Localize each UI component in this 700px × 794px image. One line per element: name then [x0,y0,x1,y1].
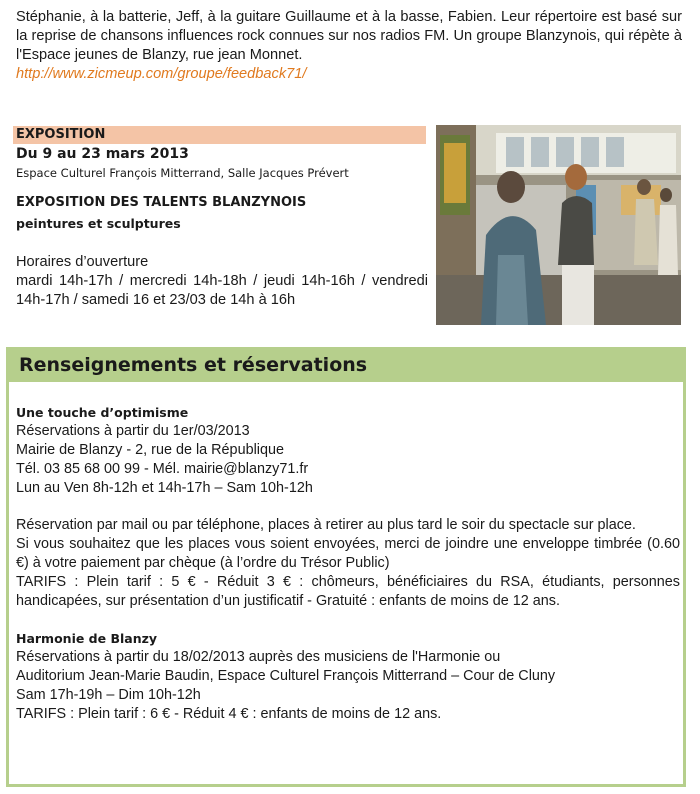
optimisme-mailing-info: Si vous souhaitez que les places vous soient envoyées, merci de joindre une enveloppe timbrée (0.60 €) à votre paiement par chèque (à l’ordre du Trésor Public) [16,536,680,571]
reservations-content [16,403,680,724]
reservations-header [9,350,683,382]
harmonie-venue: Auditorium Jean-Marie Baudin, Espace Culturel François Mitterrand – Cour de Cluny [16,668,556,684]
exhibition-photo-image [436,125,681,325]
exposition-tag: EXPOSITION [16,127,106,142]
harmonie-reservation-date: Réservations à partir du 18/02/2013 auprès des musiciens de l'Harmonie ou [16,649,501,665]
exposition-venue: Espace Culturel François Mitterrand, Salle Jacques Prévert [16,166,349,180]
band-link[interactable]: http://www.zicmeup.com/groupe/feedback71/ [16,66,307,82]
reservations-title: Renseignements et réservations [19,354,368,376]
optimisme-tarifs: TARIFS : Plein tarif : 5 € - Réduit 3 € : chômeurs, bénéficiaires du RSA, étudiants, personnes handicapées, sur présentation d’un justificatif - Gratuité : enfants de moins de 12 ans. [16,574,680,609]
harmonie-heading: Harmonie de Blanzy [16,631,158,646]
optimisme-reservation-date: Réservations à partir du 1er/03/2013 [16,423,250,439]
optimisme-heading: Une touche d’optimisme [16,405,189,420]
exhibition-photo [436,125,681,325]
optimisme-reservation-info: Réservation par mail ou par téléphone, places à retirer au plus tard le soir du spectacle sur place. [16,517,636,533]
optimisme-hours: Lun au Ven 8h-12h et 14h-17h – Sam 10h-12h [16,480,313,496]
optimisme-address: Mairie de Blanzy - 2, rue de la République [16,442,284,458]
harmonie-tarifs: TARIFS : Plein tarif : 6 € - Réduit 4 € : enfants de moins de 12 ans. [16,706,442,722]
opening-hours-heading: Horaires d’ouverture [16,254,149,270]
optimisme-contact: Tél. 03 85 68 00 99 - Mél. mairie@blanzy71.fr [16,461,309,477]
opening-hours: mardi 14h-17h / mercredi 14h-18h / jeudi 14h-16h / vendredi 14h-17h / samedi 16 et 23/03 de 14h à 16h [16,273,428,308]
exposition-dates: Du 9 au 23 mars 2013 [16,146,189,162]
harmonie-hours: Sam 17h-19h – Dim 10h-12h [16,687,201,703]
exposition-subtitle: peintures et sculptures [16,216,181,231]
intro-paragraph [16,8,682,84]
exposition-title: EXPOSITION DES TALENTS BLANZYNOIS [16,195,307,210]
intro-text: Stéphanie, à la batterie, Jeff, à la guitare Guillaume et à la basse, Fabien. Leur répertoire est basé sur la reprise de chansons influences rock connues sur nos radios FM. Un groupe Blanzynois, qui répète à l'Espace jeunes de Blanzy, rue jean Monnet. [16,9,682,63]
